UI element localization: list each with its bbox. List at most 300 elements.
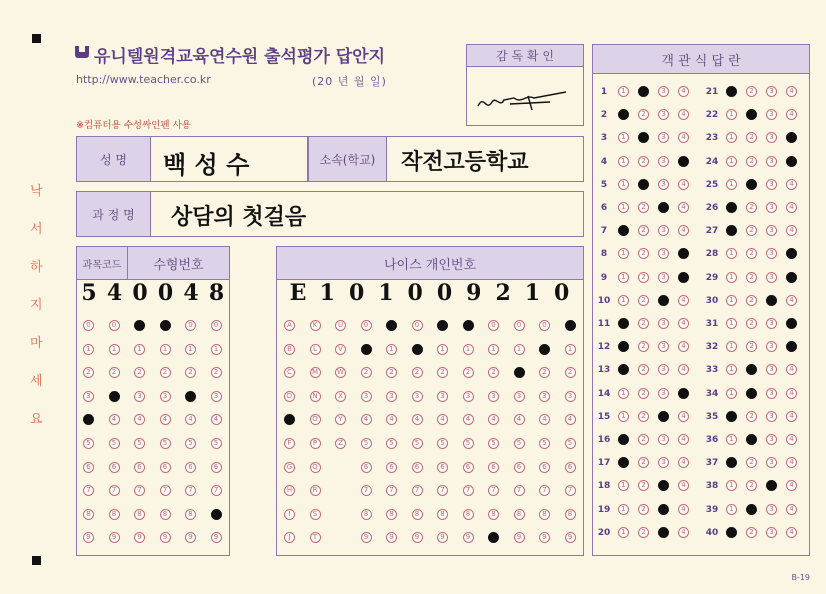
answer-bubble[interactable]: I	[284, 509, 295, 520]
answer-bubble[interactable]: 4	[539, 414, 550, 425]
answer-bubble[interactable]: 1	[618, 388, 629, 399]
answer-bubble[interactable]: 2	[638, 156, 649, 167]
answer-bubble[interactable]: 1	[618, 411, 629, 422]
answer-bubble[interactable]: 2	[386, 367, 397, 378]
answer-bubble[interactable]: 8	[361, 509, 372, 520]
answer-bubble[interactable]: 3	[658, 132, 669, 143]
answer-bubble[interactable]: 4	[678, 434, 689, 445]
answer-bubble[interactable]: 3	[766, 527, 777, 538]
answer-bubble[interactable]: 1	[618, 341, 629, 352]
answer-bubble[interactable]: 7	[185, 485, 196, 496]
answer-bubble[interactable]: J	[284, 532, 295, 543]
answer-bubble[interactable]: 9	[160, 532, 171, 543]
answer-bubble[interactable]: 0	[83, 320, 94, 331]
answer-bubble[interactable]: 2	[746, 86, 757, 97]
answer-bubble[interactable]: 0	[386, 320, 397, 331]
answer-bubble[interactable]: 3	[766, 86, 777, 97]
answer-bubble[interactable]: 8	[437, 509, 448, 520]
answer-bubble[interactable]: 1	[618, 225, 629, 236]
answer-bubble[interactable]: 7	[386, 485, 397, 496]
answer-bubble[interactable]: 4	[160, 414, 171, 425]
answer-bubble[interactable]: 1	[726, 156, 737, 167]
answer-bubble[interactable]: 1	[618, 248, 629, 259]
answer-bubble[interactable]: 5	[361, 438, 372, 449]
answer-bubble[interactable]: 2	[746, 248, 757, 259]
answer-bubble[interactable]: 4	[786, 156, 797, 167]
answer-bubble[interactable]: 4	[786, 527, 797, 538]
answer-bubble[interactable]: 4	[412, 414, 423, 425]
answer-bubble[interactable]: S	[310, 509, 321, 520]
answer-bubble[interactable]: 9	[185, 532, 196, 543]
answer-bubble[interactable]: 4	[678, 156, 689, 167]
answer-bubble[interactable]: 0	[160, 320, 171, 331]
answer-bubble[interactable]: 1	[726, 295, 737, 306]
answer-bubble[interactable]: 9	[437, 532, 448, 543]
answer-bubble[interactable]: 7	[437, 485, 448, 496]
answer-bubble[interactable]: 2	[565, 367, 576, 378]
answer-bubble[interactable]: 2	[746, 109, 757, 120]
answer-bubble[interactable]: 4	[786, 480, 797, 491]
answer-bubble[interactable]: 3	[658, 388, 669, 399]
answer-bubble[interactable]: 6	[134, 462, 145, 473]
answer-bubble[interactable]: 1	[726, 457, 737, 468]
answer-bubble[interactable]: 1	[618, 318, 629, 329]
answer-bubble[interactable]: 2	[746, 364, 757, 375]
answer-bubble[interactable]: 3	[766, 109, 777, 120]
answer-bubble[interactable]: 2	[746, 225, 757, 236]
answer-bubble[interactable]: 1	[361, 344, 372, 355]
answer-bubble[interactable]: 4	[678, 202, 689, 213]
answer-bubble[interactable]: 4	[678, 225, 689, 236]
answer-bubble[interactable]: 3	[361, 391, 372, 402]
answer-bubble[interactable]: 0	[211, 320, 222, 331]
answer-bubble[interactable]: 4	[463, 414, 474, 425]
answer-bubble[interactable]: M	[310, 367, 321, 378]
answer-bubble[interactable]: 0	[514, 320, 525, 331]
answer-bubble[interactable]: 5	[83, 438, 94, 449]
answer-bubble[interactable]: 0	[565, 320, 576, 331]
answer-bubble[interactable]: 2	[746, 457, 757, 468]
answer-bubble[interactable]: 9	[514, 532, 525, 543]
answer-bubble[interactable]: 5	[160, 438, 171, 449]
answer-bubble[interactable]: Q	[310, 462, 321, 473]
answer-bubble[interactable]: 7	[463, 485, 474, 496]
answer-bubble[interactable]: Y	[335, 414, 346, 425]
answer-bubble[interactable]: 4	[786, 434, 797, 445]
answer-bubble[interactable]: 6	[488, 462, 499, 473]
answer-bubble[interactable]: 0	[488, 320, 499, 331]
answer-bubble[interactable]: 1	[618, 86, 629, 97]
answer-bubble[interactable]: 2	[638, 248, 649, 259]
answer-bubble[interactable]: 6	[386, 462, 397, 473]
answer-bubble[interactable]: 1	[726, 480, 737, 491]
answer-bubble[interactable]: 3	[488, 391, 499, 402]
answer-bubble[interactable]: G	[284, 462, 295, 473]
answer-bubble[interactable]: 0	[539, 320, 550, 331]
answer-bubble[interactable]: 4	[786, 388, 797, 399]
answer-bubble[interactable]: 3	[83, 391, 94, 402]
answer-bubble[interactable]: 2	[746, 272, 757, 283]
answer-bubble[interactable]: P	[310, 438, 321, 449]
answer-bubble[interactable]: 8	[83, 509, 94, 520]
answer-bubble[interactable]: 1	[726, 411, 737, 422]
answer-bubble[interactable]: 3	[766, 388, 777, 399]
answer-bubble[interactable]: 2	[638, 341, 649, 352]
answer-bubble[interactable]: 2	[539, 367, 550, 378]
answer-bubble[interactable]: 4	[786, 132, 797, 143]
answer-bubble[interactable]: 4	[786, 272, 797, 283]
answer-bubble[interactable]: 4	[786, 225, 797, 236]
answer-bubble[interactable]: 6	[463, 462, 474, 473]
answer-bubble[interactable]: 3	[766, 480, 777, 491]
answer-bubble[interactable]: 8	[514, 509, 525, 520]
answer-bubble[interactable]: 3	[211, 391, 222, 402]
answer-bubble[interactable]: 4	[565, 414, 576, 425]
answer-bubble[interactable]: 3	[386, 391, 397, 402]
answer-bubble[interactable]: 3	[658, 480, 669, 491]
answer-bubble[interactable]: 3	[658, 411, 669, 422]
answer-bubble[interactable]: 1	[412, 344, 423, 355]
answer-bubble[interactable]: 0	[109, 320, 120, 331]
answer-bubble[interactable]: 5	[514, 438, 525, 449]
answer-bubble[interactable]: 2	[746, 318, 757, 329]
answer-bubble[interactable]: 3	[658, 272, 669, 283]
answer-bubble[interactable]: 7	[83, 485, 94, 496]
answer-bubble[interactable]: 9	[539, 532, 550, 543]
answer-bubble[interactable]: 4	[437, 414, 448, 425]
answer-bubble[interactable]: 1	[618, 179, 629, 190]
answer-bubble[interactable]: 1	[618, 364, 629, 375]
answer-bubble[interactable]: E	[284, 414, 295, 425]
answer-bubble[interactable]: 1	[160, 344, 171, 355]
answer-bubble[interactable]: 2	[412, 367, 423, 378]
answer-bubble[interactable]: 3	[658, 527, 669, 538]
answer-bubble[interactable]: 3	[658, 318, 669, 329]
answer-bubble[interactable]: 3	[766, 132, 777, 143]
answer-bubble[interactable]: 7	[488, 485, 499, 496]
answer-bubble[interactable]: C	[284, 367, 295, 378]
answer-bubble[interactable]: 3	[658, 504, 669, 515]
answer-bubble[interactable]: 7	[565, 485, 576, 496]
answer-bubble[interactable]: 5	[412, 438, 423, 449]
answer-bubble[interactable]: 6	[211, 462, 222, 473]
answer-bubble[interactable]: 3	[766, 179, 777, 190]
answer-bubble[interactable]: 3	[658, 434, 669, 445]
answer-bubble[interactable]: 3	[658, 341, 669, 352]
answer-bubble[interactable]: 2	[638, 202, 649, 213]
answer-bubble[interactable]: 3	[766, 457, 777, 468]
answer-bubble[interactable]: 2	[638, 86, 649, 97]
answer-bubble[interactable]: 1	[726, 434, 737, 445]
answer-bubble[interactable]: 3	[658, 86, 669, 97]
answer-bubble[interactable]: 3	[766, 248, 777, 259]
answer-bubble[interactable]: 1	[726, 132, 737, 143]
answer-bubble[interactable]: 0	[463, 320, 474, 331]
answer-bubble[interactable]: 2	[746, 202, 757, 213]
answer-bubble[interactable]: 2	[746, 156, 757, 167]
answer-bubble[interactable]: V	[335, 344, 346, 355]
answer-bubble[interactable]: 1	[726, 179, 737, 190]
answer-bubble[interactable]: 7	[412, 485, 423, 496]
answer-bubble[interactable]: 1	[83, 344, 94, 355]
answer-bubble[interactable]: 4	[786, 179, 797, 190]
answer-bubble[interactable]: 6	[514, 462, 525, 473]
answer-bubble[interactable]: 2	[746, 388, 757, 399]
answer-bubble[interactable]: 6	[109, 462, 120, 473]
answer-bubble[interactable]: W	[335, 367, 346, 378]
answer-bubble[interactable]: Z	[335, 438, 346, 449]
answer-bubble[interactable]: 3	[514, 391, 525, 402]
answer-bubble[interactable]: 1	[618, 295, 629, 306]
answer-bubble[interactable]: 2	[638, 364, 649, 375]
answer-bubble[interactable]: 1	[463, 344, 474, 355]
answer-bubble[interactable]: 4	[786, 318, 797, 329]
answer-bubble[interactable]: 1	[618, 109, 629, 120]
answer-bubble[interactable]: 4	[786, 504, 797, 515]
answer-bubble[interactable]: 1	[185, 344, 196, 355]
answer-bubble[interactable]: 1	[618, 156, 629, 167]
answer-bubble[interactable]: 2	[638, 272, 649, 283]
answer-bubble[interactable]: 2	[638, 318, 649, 329]
answer-bubble[interactable]: 2	[638, 411, 649, 422]
answer-bubble[interactable]: 2	[746, 504, 757, 515]
answer-bubble[interactable]: 6	[160, 462, 171, 473]
answer-bubble[interactable]: 1	[726, 364, 737, 375]
answer-bubble[interactable]: 4	[678, 132, 689, 143]
answer-bubble[interactable]: 4	[786, 295, 797, 306]
answer-bubble[interactable]: 3	[134, 391, 145, 402]
answer-bubble[interactable]: 2	[746, 295, 757, 306]
answer-bubble[interactable]: 2	[638, 295, 649, 306]
answer-bubble[interactable]: 4	[514, 414, 525, 425]
answer-bubble[interactable]: K	[310, 320, 321, 331]
answer-bubble[interactable]: 8	[134, 509, 145, 520]
answer-bubble[interactable]: A	[284, 320, 295, 331]
answer-bubble[interactable]: 2	[134, 367, 145, 378]
answer-bubble[interactable]: 1	[134, 344, 145, 355]
answer-bubble[interactable]: 5	[134, 438, 145, 449]
answer-bubble[interactable]: 6	[565, 462, 576, 473]
answer-bubble[interactable]: 4	[678, 341, 689, 352]
answer-bubble[interactable]: U	[335, 320, 346, 331]
answer-bubble[interactable]: 5	[463, 438, 474, 449]
answer-bubble[interactable]: 3	[766, 434, 777, 445]
answer-bubble[interactable]: 7	[539, 485, 550, 496]
answer-bubble[interactable]: 9	[109, 532, 120, 543]
answer-bubble[interactable]: 5	[211, 438, 222, 449]
answer-bubble[interactable]: 1	[726, 109, 737, 120]
answer-bubble[interactable]: 2	[638, 457, 649, 468]
answer-bubble[interactable]: 2	[638, 388, 649, 399]
answer-bubble[interactable]: 0	[185, 320, 196, 331]
answer-bubble[interactable]: 2	[638, 132, 649, 143]
answer-bubble[interactable]: 2	[109, 367, 120, 378]
answer-bubble[interactable]: 2	[638, 434, 649, 445]
answer-bubble[interactable]: 1	[618, 272, 629, 283]
answer-bubble[interactable]: 4	[386, 414, 397, 425]
answer-bubble[interactable]: 2	[746, 480, 757, 491]
answer-bubble[interactable]: 4	[786, 86, 797, 97]
answer-bubble[interactable]: 3	[658, 179, 669, 190]
answer-bubble[interactable]: 4	[678, 388, 689, 399]
answer-bubble[interactable]: 1	[618, 132, 629, 143]
answer-bubble[interactable]: 7	[361, 485, 372, 496]
answer-bubble[interactable]: 9	[211, 532, 222, 543]
answer-bubble[interactable]: 2	[463, 367, 474, 378]
answer-bubble[interactable]: 7	[160, 485, 171, 496]
answer-bubble[interactable]: 1	[109, 344, 120, 355]
answer-bubble[interactable]: 8	[185, 509, 196, 520]
answer-bubble[interactable]: 8	[565, 509, 576, 520]
answer-bubble[interactable]: 1	[726, 341, 737, 352]
answer-bubble[interactable]: 2	[638, 109, 649, 120]
answer-bubble[interactable]: 3	[565, 391, 576, 402]
answer-bubble[interactable]: 6	[539, 462, 550, 473]
answer-bubble[interactable]: 8	[160, 509, 171, 520]
answer-bubble[interactable]: 8	[386, 509, 397, 520]
answer-bubble[interactable]: 4	[678, 364, 689, 375]
answer-bubble[interactable]: 1	[514, 344, 525, 355]
answer-bubble[interactable]: 5	[185, 438, 196, 449]
answer-bubble[interactable]: 9	[463, 532, 474, 543]
answer-bubble[interactable]: 7	[514, 485, 525, 496]
answer-bubble[interactable]: 0	[412, 320, 423, 331]
answer-bubble[interactable]: 2	[488, 367, 499, 378]
answer-bubble[interactable]: 1	[211, 344, 222, 355]
answer-bubble[interactable]: 9	[386, 532, 397, 543]
answer-bubble[interactable]: 2	[746, 132, 757, 143]
answer-bubble[interactable]: 1	[726, 86, 737, 97]
answer-bubble[interactable]: B	[284, 344, 295, 355]
answer-bubble[interactable]: 6	[412, 462, 423, 473]
answer-bubble[interactable]: 1	[618, 434, 629, 445]
answer-bubble[interactable]: 3	[658, 225, 669, 236]
answer-bubble[interactable]: 2	[211, 367, 222, 378]
answer-bubble[interactable]: 4	[786, 109, 797, 120]
answer-bubble[interactable]: 3	[185, 391, 196, 402]
answer-bubble[interactable]: 2	[638, 504, 649, 515]
answer-bubble[interactable]: 1	[618, 480, 629, 491]
answer-bubble[interactable]: 5	[539, 438, 550, 449]
answer-bubble[interactable]: 9	[412, 532, 423, 543]
answer-bubble[interactable]: 4	[83, 414, 94, 425]
answer-bubble[interactable]: 4	[134, 414, 145, 425]
answer-bubble[interactable]: 7	[109, 485, 120, 496]
answer-bubble[interactable]: 3	[109, 391, 120, 402]
answer-bubble[interactable]: 3	[658, 202, 669, 213]
answer-bubble[interactable]: 1	[726, 272, 737, 283]
answer-bubble[interactable]: 4	[211, 414, 222, 425]
answer-bubble[interactable]: 4	[786, 341, 797, 352]
answer-bubble[interactable]: 3	[766, 295, 777, 306]
answer-bubble[interactable]: 1	[618, 457, 629, 468]
answer-bubble[interactable]: 8	[211, 509, 222, 520]
answer-bubble[interactable]: 3	[658, 248, 669, 259]
answer-bubble[interactable]: 8	[109, 509, 120, 520]
answer-bubble[interactable]: 4	[678, 318, 689, 329]
answer-bubble[interactable]: 4	[109, 414, 120, 425]
answer-bubble[interactable]: 4	[678, 457, 689, 468]
answer-bubble[interactable]: 2	[746, 527, 757, 538]
answer-bubble[interactable]: 4	[678, 480, 689, 491]
answer-bubble[interactable]: 3	[766, 156, 777, 167]
answer-bubble[interactable]: 9	[488, 532, 499, 543]
answer-bubble[interactable]: 2	[746, 434, 757, 445]
answer-bubble[interactable]: 3	[766, 411, 777, 422]
answer-bubble[interactable]: 1	[539, 344, 550, 355]
answer-bubble[interactable]: 4	[786, 457, 797, 468]
answer-bubble[interactable]: 4	[678, 527, 689, 538]
answer-bubble[interactable]: 4	[185, 414, 196, 425]
answer-bubble[interactable]: 1	[618, 527, 629, 538]
answer-bubble[interactable]: 8	[539, 509, 550, 520]
answer-bubble[interactable]: 8	[412, 509, 423, 520]
answer-bubble[interactable]: 4	[678, 411, 689, 422]
answer-bubble[interactable]: 1	[726, 504, 737, 515]
answer-bubble[interactable]: 9	[83, 532, 94, 543]
answer-bubble[interactable]: O	[310, 414, 321, 425]
answer-bubble[interactable]: 6	[185, 462, 196, 473]
answer-bubble[interactable]: 4	[786, 411, 797, 422]
answer-bubble[interactable]: 4	[678, 504, 689, 515]
answer-bubble[interactable]: 2	[160, 367, 171, 378]
answer-bubble[interactable]: 1	[726, 225, 737, 236]
answer-bubble[interactable]: 3	[766, 364, 777, 375]
answer-bubble[interactable]: 5	[386, 438, 397, 449]
answer-bubble[interactable]: 4	[786, 202, 797, 213]
answer-bubble[interactable]: 2	[746, 341, 757, 352]
answer-bubble[interactable]: 2	[185, 367, 196, 378]
answer-bubble[interactable]: H	[284, 485, 295, 496]
answer-bubble[interactable]: 6	[361, 462, 372, 473]
answer-bubble[interactable]: 3	[160, 391, 171, 402]
answer-bubble[interactable]: F	[284, 438, 295, 449]
answer-bubble[interactable]: 1	[386, 344, 397, 355]
answer-bubble[interactable]: 2	[361, 367, 372, 378]
answer-bubble[interactable]: 1	[726, 248, 737, 259]
answer-bubble[interactable]: 6	[83, 462, 94, 473]
answer-bubble[interactable]: 5	[437, 438, 448, 449]
answer-bubble[interactable]: 2	[638, 480, 649, 491]
answer-bubble[interactable]: 2	[746, 179, 757, 190]
answer-bubble[interactable]: 4	[678, 179, 689, 190]
answer-bubble[interactable]: 3	[766, 272, 777, 283]
answer-bubble[interactable]: 6	[437, 462, 448, 473]
answer-bubble[interactable]: 2	[437, 367, 448, 378]
answer-bubble[interactable]: 5	[109, 438, 120, 449]
answer-bubble[interactable]: 3	[766, 225, 777, 236]
answer-bubble[interactable]: 2	[638, 179, 649, 190]
answer-bubble[interactable]: 3	[658, 364, 669, 375]
answer-bubble[interactable]: 3	[658, 295, 669, 306]
answer-bubble[interactable]: X	[335, 391, 346, 402]
answer-bubble[interactable]: 3	[766, 341, 777, 352]
answer-bubble[interactable]: D	[284, 391, 295, 402]
answer-bubble[interactable]: 3	[658, 109, 669, 120]
answer-bubble[interactable]: 5	[565, 438, 576, 449]
answer-bubble[interactable]: T	[310, 532, 321, 543]
answer-bubble[interactable]: 9	[361, 532, 372, 543]
answer-bubble[interactable]: 1	[726, 202, 737, 213]
answer-bubble[interactable]: 2	[746, 411, 757, 422]
answer-bubble[interactable]: 3	[658, 457, 669, 468]
answer-bubble[interactable]: 3	[463, 391, 474, 402]
answer-bubble[interactable]: L	[310, 344, 321, 355]
answer-bubble[interactable]: 0	[437, 320, 448, 331]
answer-bubble[interactable]: N	[310, 391, 321, 402]
answer-bubble[interactable]: R	[310, 485, 321, 496]
answer-bubble[interactable]: 2	[638, 527, 649, 538]
